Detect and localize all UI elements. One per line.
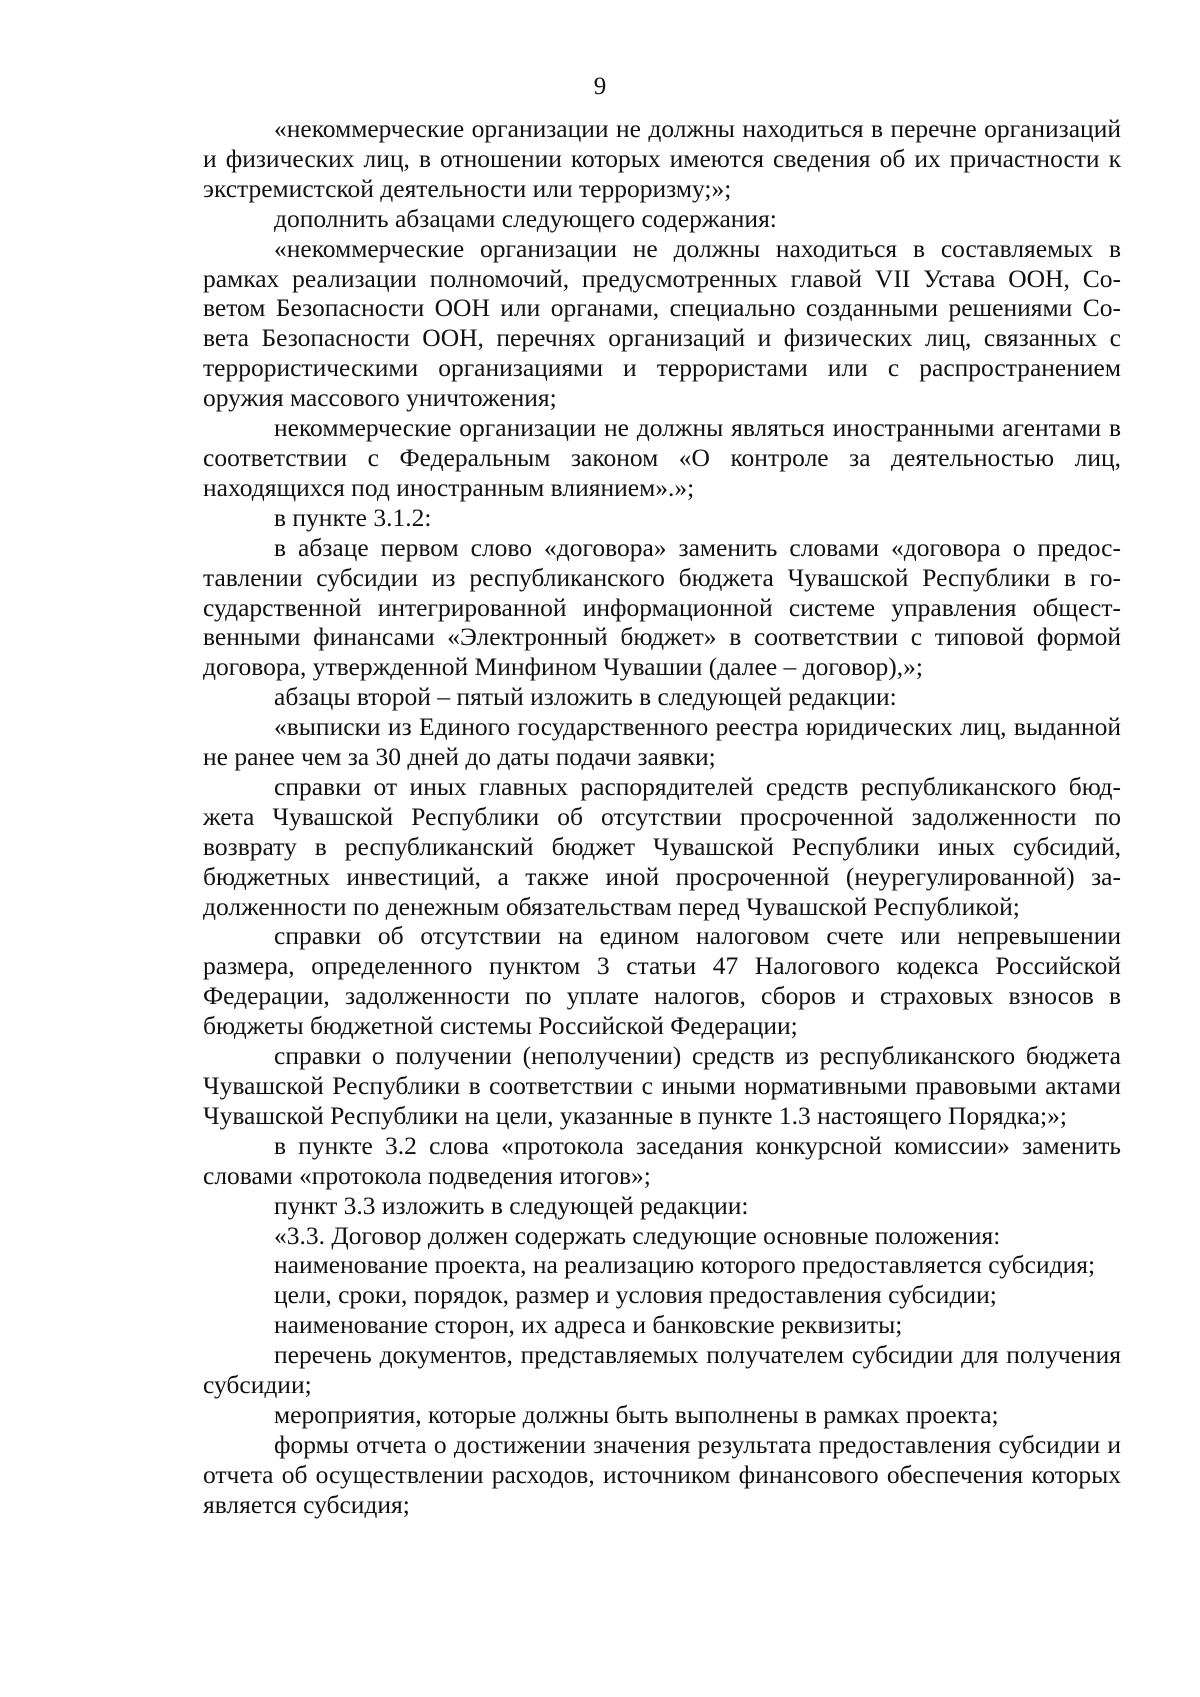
- paragraph-17: наименование сторон, их адреса и банковские реквизиты;: [274, 1310, 903, 1340]
- paragraph-15: наименование проекта, на реализацию которого предоставляется субсидия;: [274, 1250, 1096, 1280]
- paragraph-13: пункт 3.3 изложить в следующей редакции:: [274, 1190, 749, 1220]
- paragraph-19: мероприятия, которые должны быть выполнены в рамках проекта;: [274, 1399, 999, 1429]
- paragraph-11: справки о получении (неполучении) средств из республиканского бюджета Чувашской Республики в соответствии с иными нормативными правовыми актами Чувашской Республики на цели, указанные в пункте 1.3 настоящего Порядка;»;: [203, 1041, 1121, 1130]
- paragraph-20: формы отчета о достижении значения результата предоставления субсидии и отчета об осуществлении расходов, источником финансового обеспечения которых является субсидия;: [203, 1429, 1121, 1519]
- page-number: 9: [593, 73, 607, 100]
- paragraph-14: «3.3. Договор должен содержать следующие основные положения:: [274, 1220, 1001, 1250]
- paragraph-1: «некоммерческие организации не должны находиться в перечне организаций и физических лиц, в отношении которых имеются сведения об их причастности к экстремистской деятельности или терроризму;»;: [203, 114, 1121, 203]
- paragraph-16: цели, сроки, порядок, размер и условия предоставления субсидии;: [274, 1280, 997, 1310]
- paragraph-10: справки об отсутствии на едином налоговом счете или непревышении размера, определенного пунктом 3 статьи 47 Налогового кодекса Российской Федерации, задолженности по уплате налогов, сборов и страховых взносов в бюджеты бюджетной системы Российской Федерации;: [203, 921, 1121, 1041]
- paragraph-3: «некоммерческие организации не должны находиться в составляемых в рамках реализации полномочий, предусмотренных главой VII Устава ООН, Советом Безопасности ООН или органами, специально созданными решениями Совета Безопасности ООН, перечнях организаций и физических лиц, связанных с террористическими организациями и террористами или с распространением оружия массового уничтожения;: [203, 233, 1121, 413]
- paragraph-5: в пункте 3.1.2:: [274, 502, 432, 532]
- paragraph-9: справки от иных главных распорядителей средств республиканского бюджета Чувашской Республики об отсутствии просроченной задолженности по возврату в республиканский бюджет Чувашской Республики иных субсидий, бюджетных инвестиций, а также иной просроченной (неурегулированной) задолженности по денежным обязательствам перед Чувашской Республикой;: [203, 771, 1121, 921]
- paragraph-2: дополнить абзацами следующего содержания:: [274, 203, 777, 233]
- paragraph-6: в абзаце первом слово «договора» заменить словами «договора о предоставлении субсидии из республиканского бюджета Чувашской Республики в государственной интегрированной информационной системе управления общественными финансами «Электронный бюджет» в соответствии с типовой формой договора, утвержденной Минфином Чувашии (далее – договор),»;: [203, 532, 1121, 682]
- paragraph-12: в пункте 3.2 слова «протокола заседания конкурсной комиссии» заменить словами «протокола подведения итогов»;: [203, 1130, 1121, 1190]
- paragraph-7: абзацы второй – пятый изложить в следующей редакции:: [274, 682, 897, 712]
- paragraph-4: некоммерческие организации не должны являться иностранными агентами в соответствии с Федеральным законом «О контроле за деятельностью лиц, находящихся под иностранным влиянием».»;: [203, 413, 1121, 502]
- document-body: [203, 114, 1121, 1520]
- paragraph-18: перечень документов, представляемых получателем субсидии для получения субсидии;: [203, 1340, 1121, 1400]
- paragraph-8: «выписки из Единого государственного реестра юридических лиц, выданной не ранее чем за 30 дней до даты подачи заявки;: [203, 712, 1121, 772]
